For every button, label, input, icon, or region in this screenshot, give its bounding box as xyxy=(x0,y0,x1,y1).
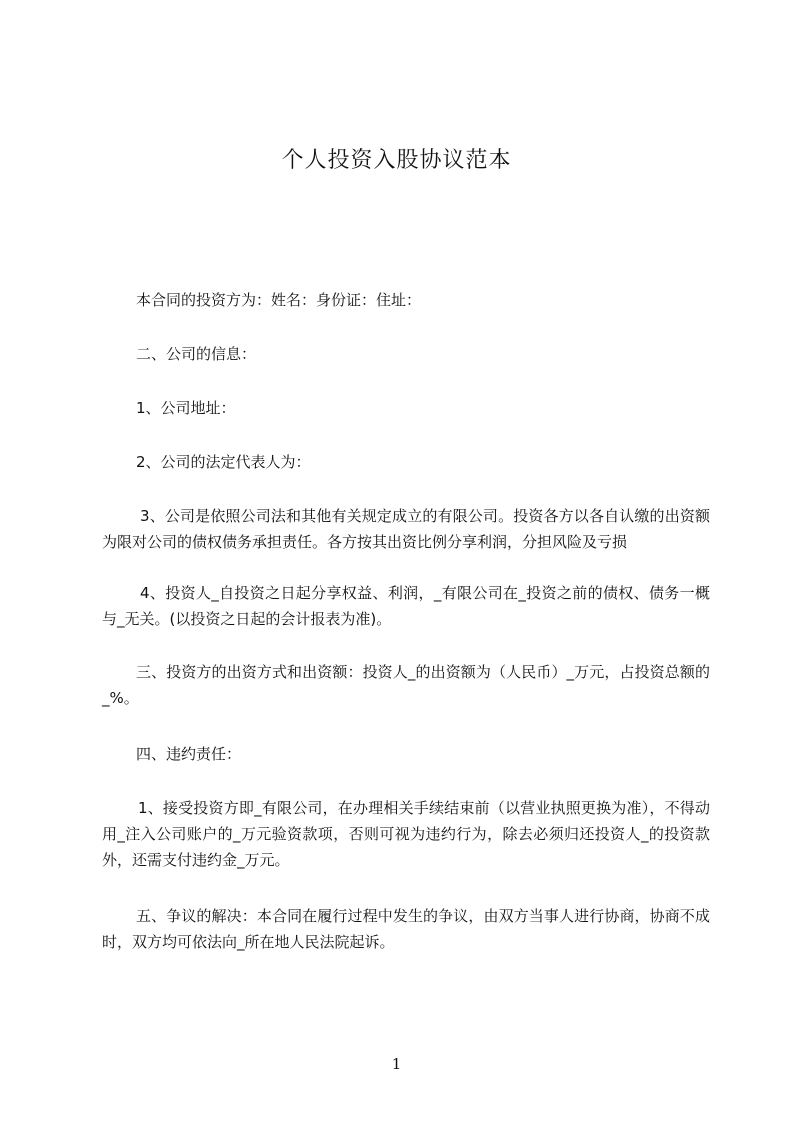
paragraph-contribution: 三、投资方的出资方式和出资额：投资人_的出资额为（人民币）_万元，占投资总额的_%。 xyxy=(102,663,710,707)
paragraph-investor-rights: 4、投资人_自投资之日起分享权益、利润，_有限公司在_投资之前的债权、债务一概与_无关。(以投资之日起的会计报表为准)。 xyxy=(102,584,710,628)
document-title: 个人投资入股协议范本 xyxy=(281,148,512,173)
paragraph-dispute-resolution: 五、争议的解决：本合同在履行过程中发生的争议，由双方当事人进行协商，协商不成时，双方均可依法向_所在地人民法院起诉。 xyxy=(102,907,710,951)
page-number: 1 xyxy=(391,1055,402,1073)
paragraph-breach-clause: 1、接受投资方即_有限公司，在办理相关手续结束前（以营业执照更换为准），不得动用_注入公司账户的_万元验资款项，否则可视为违约行为，除去必须归还投资人_的投资款外，还需支付违约金_万元。 xyxy=(102,799,710,869)
paragraph-company-liability: 3、公司是依照公司法和其他有关规定成立的有限公司。投资各方以各自认缴的出资额为限对公司的债权债务承担责任。各方按其出资比例分享利润，分担风险及亏损 xyxy=(102,507,710,551)
paragraph-breach-heading: 四、违约责任： xyxy=(136,745,242,763)
paragraph-legal-representative: 2、公司的法定代表人为： xyxy=(136,453,311,471)
paragraph-company-info-heading: 二、公司的信息： xyxy=(136,345,257,363)
paragraph-investor-info: 本合同的投资方为：姓名：身份证：住址： xyxy=(136,291,422,309)
paragraph-company-address: 1、公司地址： xyxy=(136,399,236,417)
